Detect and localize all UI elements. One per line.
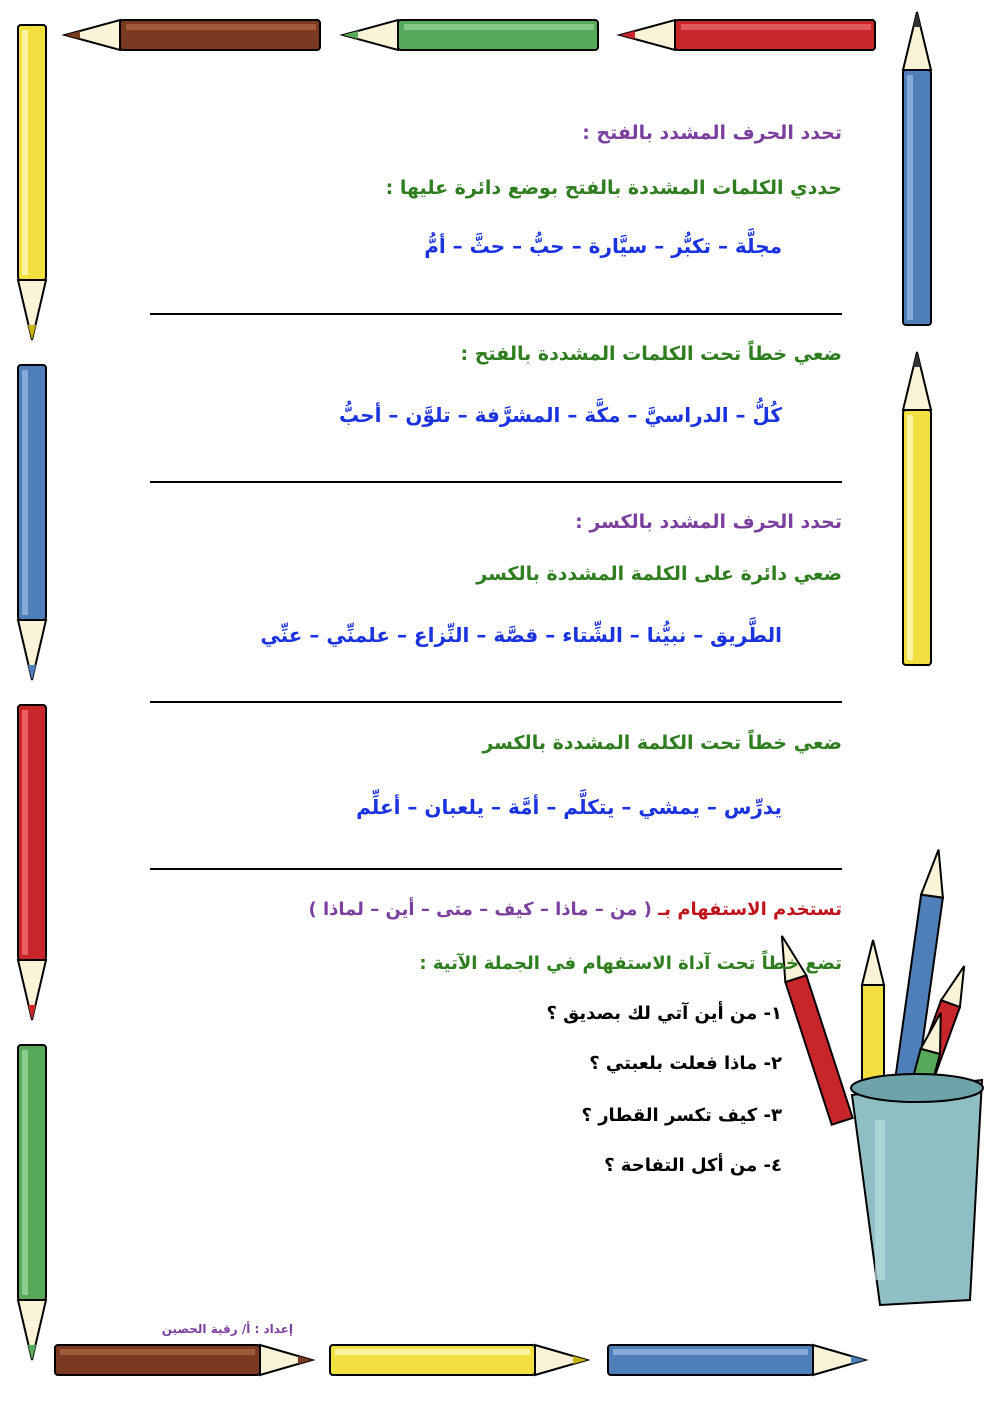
word-list-3: الطَّريق – نبيُّنا – الشِّتاء – قصَّة – النِّزاع – علمنِّي – عنِّي <box>260 623 782 647</box>
pencil-left-green <box>18 1045 46 1360</box>
word-list-1: مجلَّة – تكبُّر – سيَّارة – حبُّ – حثَّ – أمُّ <box>424 234 782 258</box>
separator-line <box>150 868 842 870</box>
question-item: ٤- من أكل التفاحة ؟ <box>604 1155 782 1176</box>
question-item: ٣- كيف تكسر القطار ؟ <box>581 1105 782 1126</box>
pencil-top-brown <box>65 20 320 50</box>
instruction-circle-kasra: ضعي دائرة على الكلمة المشددة بالكسر <box>476 563 842 585</box>
separator-line <box>150 701 842 703</box>
instruction-circle-fatha: حددي الكلمات المشددة بالفتح بوضع دائرة عليها : <box>385 177 842 199</box>
pencil-right-yellow <box>903 352 931 665</box>
pencil-top-green <box>343 20 598 50</box>
pencil-left-blue <box>18 365 46 680</box>
pencil-left-red <box>18 705 46 1020</box>
question-item: ٢- ماذا فعلت بلعبتي ؟ <box>589 1053 782 1074</box>
interrogative-title <box>152 899 842 920</box>
pencil-top-red <box>620 20 875 50</box>
pencil-bottom-brown <box>55 1345 312 1375</box>
section-title-fatha: تحدد الحرف المشدد بالفتح : <box>582 122 842 144</box>
interrogative-title-prep: بـ <box>658 899 672 920</box>
word-list-2: كُلُّ – الدراسيَّ – مكَّة – المشرَّفة – تلوَّن – أحبُّ <box>339 403 782 427</box>
interrogative-tools-list: ( من – ماذا – كيف – متى – أين – لماذا ) <box>308 899 652 920</box>
pencil-right-blue <box>903 12 931 325</box>
word-list-4: يدرِّس – يمشي – يتكلَّم – أمَّة – يلعبان – أعلِّم <box>356 795 782 819</box>
author-credit: إعداد : أ/ رقية الحصين <box>161 1322 293 1336</box>
pencil-bottom-yellow <box>330 1345 587 1375</box>
instruction-underline-interrogative: تضع خطاً تحت آداة الاستفهام في الجملة الآتية : <box>419 953 842 974</box>
pencil-bottom-blue <box>608 1345 865 1375</box>
instruction-underline-kasra: ضعي خطاً تحت الكلمة المشددة بالكسر <box>482 732 842 754</box>
section-title-kasra: تحدد الحرف المشدد بالكسر : <box>575 511 842 533</box>
instruction-underline-fatha: ضعي خطاً تحت الكلمات المشددة بالفتح : <box>460 343 842 365</box>
question-item: ١- من أين آتي لك بصديق ؟ <box>546 1003 782 1024</box>
separator-line <box>150 481 842 483</box>
separator-line <box>150 313 842 315</box>
pencil-left-yellow <box>18 25 46 340</box>
interrogative-title-main: تستخدم الاستفهام <box>677 899 842 920</box>
